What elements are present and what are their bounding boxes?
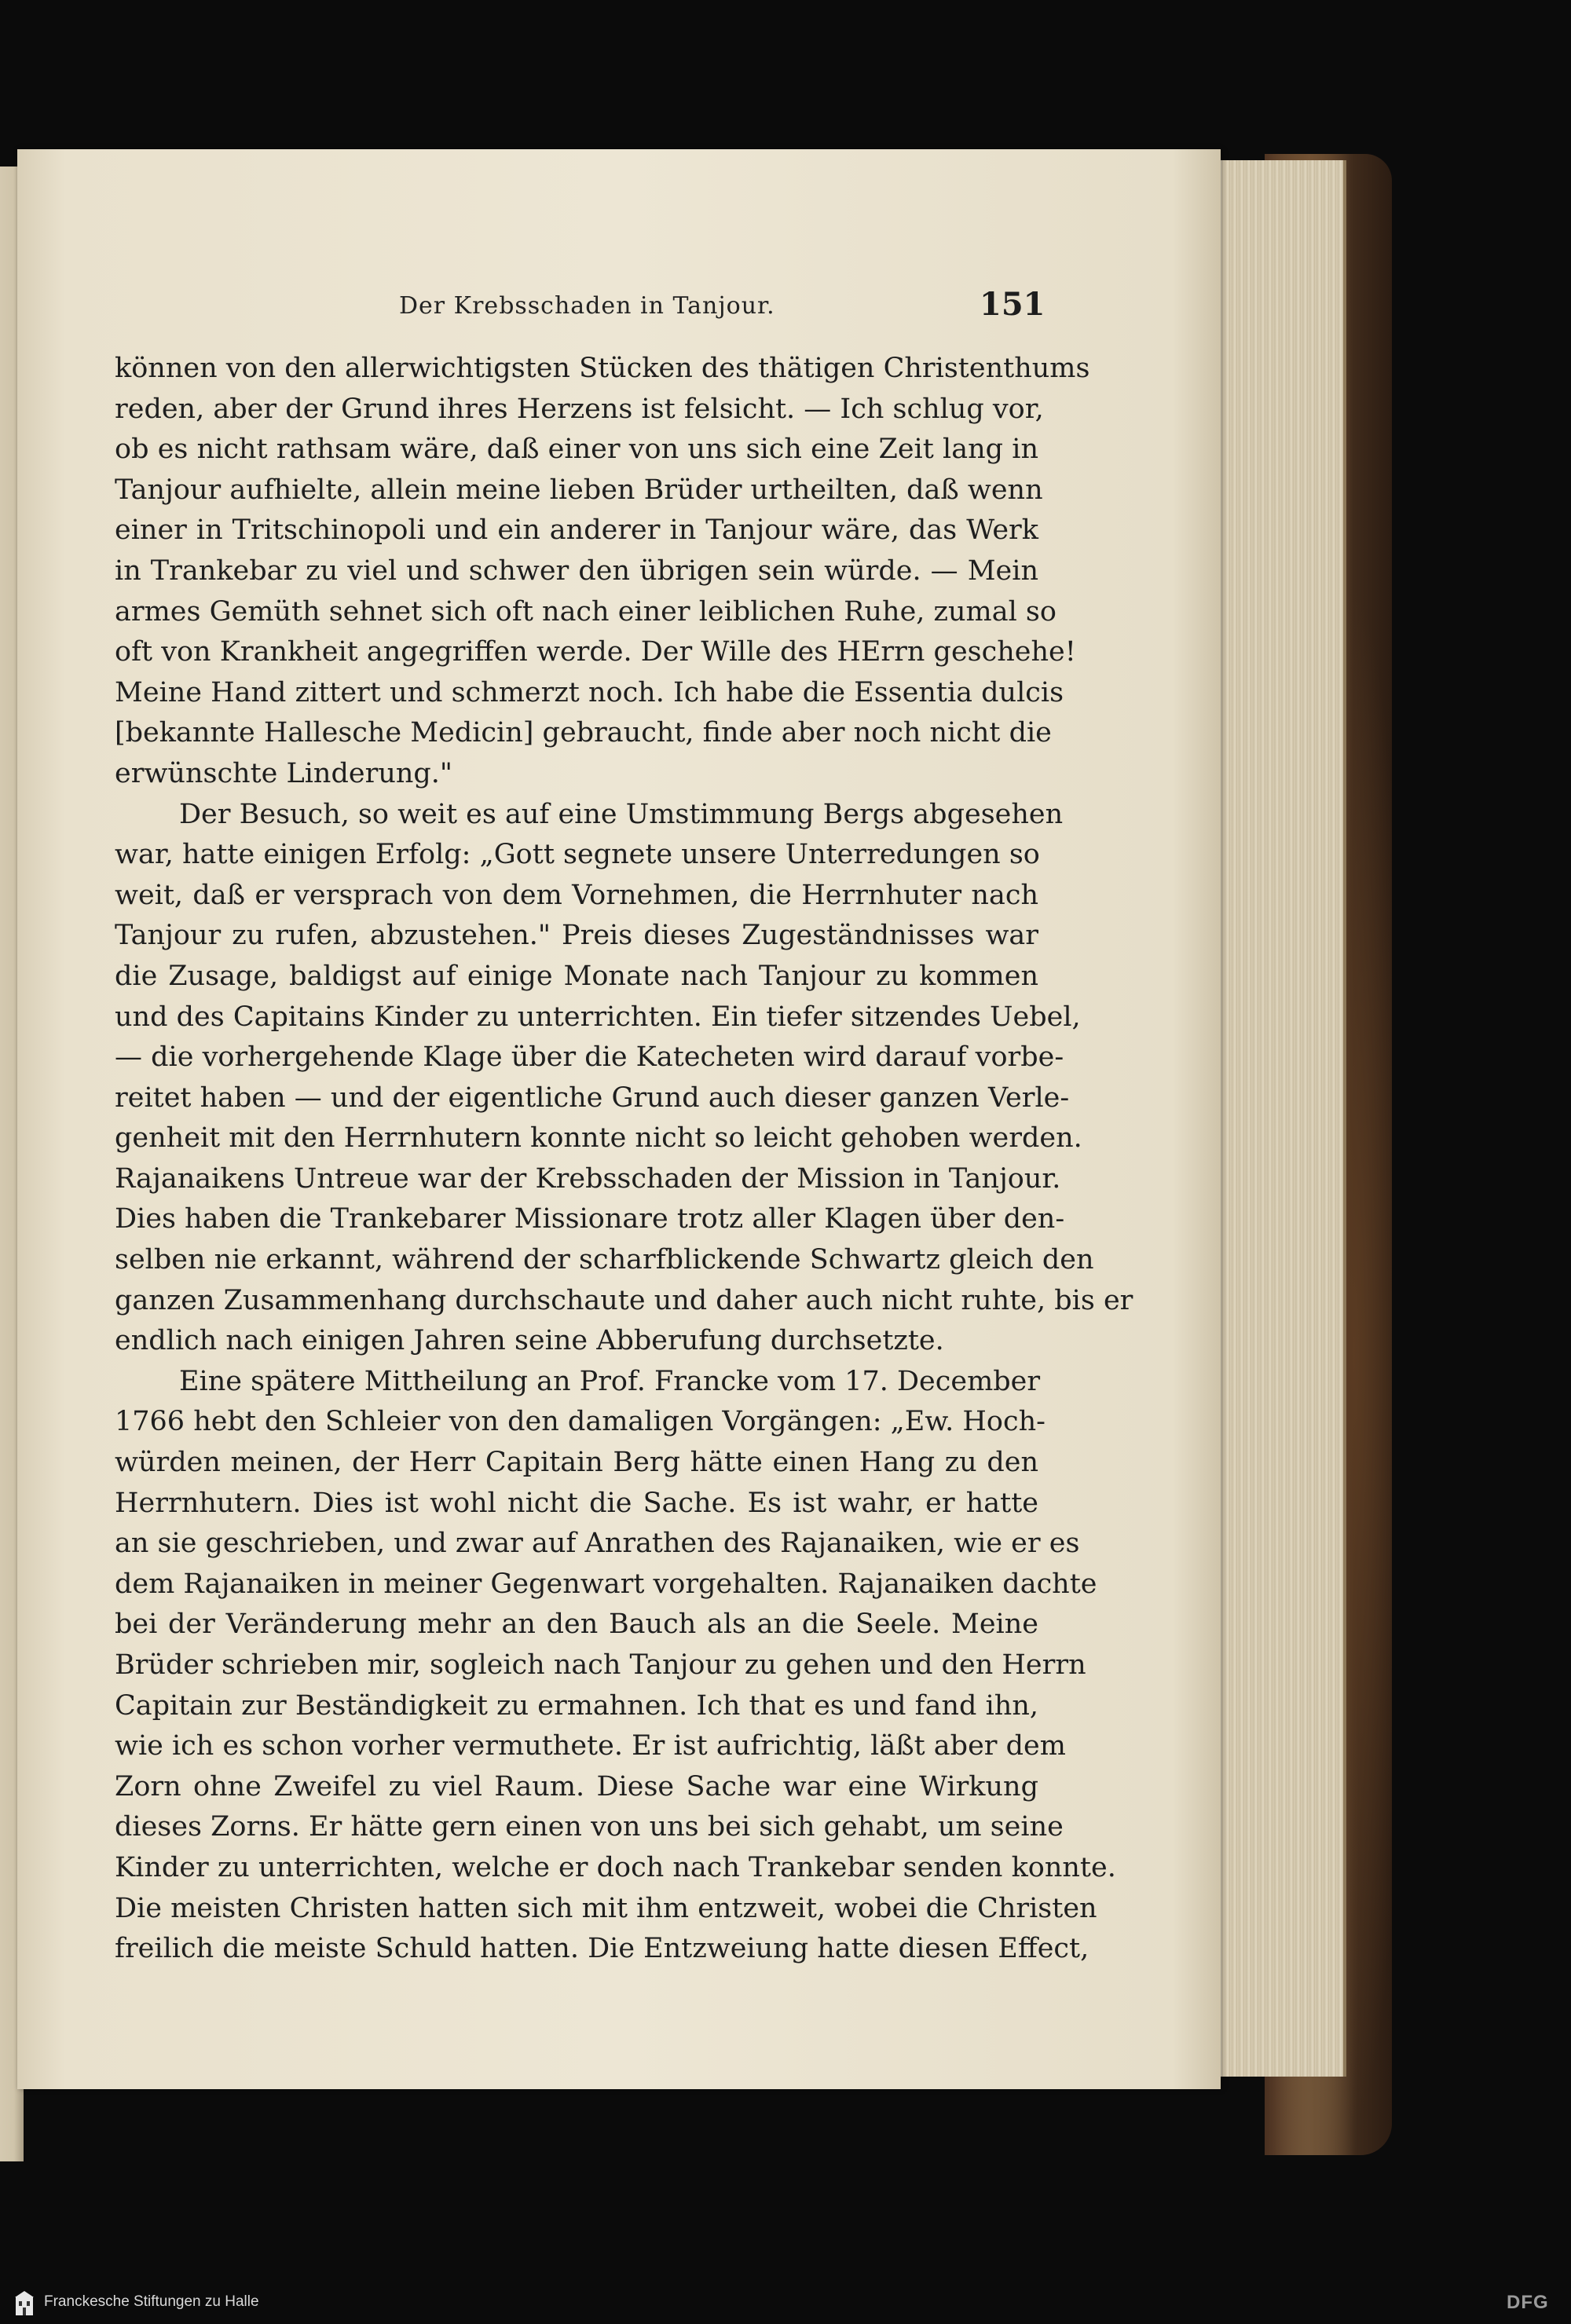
institution-name: Franckesche Stiftungen zu Halle (44, 2293, 259, 2310)
text-line: genheit mit den Herrnhutern konnte nicht so leicht gehoben werden. (115, 1122, 1082, 1155)
text-line: Meine Hand zittert und schmerzt noch. Ich habe die Essentia dulcis (115, 676, 1064, 708)
text-line: Brüder schrieben mir, sogleich nach Tanjour zu gehen und den Herrn (115, 1649, 1086, 1681)
text-line: endlich nach einigen Jahren seine Abberufung durchsetzte. (115, 1325, 944, 1357)
text-line: Die meisten Christen hatten sich mit ihm entzweit, wobei die Christen (115, 1892, 1097, 1924)
text-line: Tanjour aufhielte, allein meine lieben Brüder urtheilten, daß wenn (115, 474, 1043, 506)
text-line: — die vorhergehende Klage über die Katecheten wird darauf vorbe- (115, 1041, 1064, 1074)
text-line: dieses Zorns. Er hätte gern einen von uns bei sich gehabt, um seine (115, 1811, 1064, 1843)
text-line: Rajanaikens Untreue war der Krebsschaden der Mission in Tanjour. (115, 1162, 1061, 1195)
running-head: Der Krebsschaden in Tanjour. (399, 292, 775, 320)
page-number: 151 (980, 286, 1046, 323)
text-line: in Trankebar zu viel und schwer den übrigen sein würde. — Mein (115, 554, 1038, 587)
text-line: armes Gemüth sehnet sich oft nach einer leiblichen Ruhe, zumal so (115, 595, 1056, 628)
text-line: erwünschte Linderung." (115, 757, 453, 789)
body-text (115, 349, 1133, 1970)
text-line: dem Rajanaiken in meiner Gegenwart vorgehalten. Rajanaiken dachte (115, 1568, 1097, 1600)
text-line: würden meinen, der Herr Capitain Berg hätte einen Hang zu den (115, 1447, 1038, 1479)
text-line: an sie geschrieben, und zwar auf Anrathen des Rajanaiken, wie er es (115, 1528, 1080, 1560)
text-line: freilich die meiste Schuld hatten. Die Entzweiung hatte diesen Effect, (115, 1933, 1089, 1965)
text-line: wie ich es schon vorher vermuthete. Er ist aufrichtig, läßt aber dem (115, 1730, 1066, 1762)
text-line: Eine spätere Mittheilung an Prof. Francke vom 17. December (179, 1365, 1041, 1397)
text-line: ganzen Zusammenhang durchschaute und daher auch nicht ruhte, bis er (115, 1284, 1133, 1316)
text-line: Der Besuch, so weit es auf eine Umstimmung Bergs abgesehen (179, 798, 1064, 830)
text-line: bei der Veränderung mehr an den Bauch als an die Seele. Meine (115, 1609, 1038, 1641)
page-block-edge (1202, 160, 1346, 2077)
text-line: war, hatte einigen Erfolg: „Gott segnete unsere Unterredungen so (115, 839, 1040, 871)
text-line: ob es nicht rathsam wäre, daß einer von uns sich eine Zeit lang in (115, 434, 1038, 466)
text-line: und des Capitains Kinder zu unterrichten. Ein tiefer sitzendes Uebel, (115, 1001, 1081, 1033)
text-line: selben nie erkannt, während der scharfblickende Schwartz gleich den (115, 1244, 1094, 1276)
text-line: Tanjour zu rufen, abzustehen." Preis dieses Zugeständnisses war (115, 920, 1038, 952)
text-line: die Zusage, baldigst auf einige Monate nach Tanjour zu kommen (115, 960, 1038, 992)
text-line: weit, daß er versprach von dem Vornehmen, die Herrnhuter nach (115, 879, 1038, 911)
dfg-logo: DFG (1507, 2292, 1549, 2313)
footer-bar (0, 2282, 1571, 2324)
text-line: Dies haben die Trankebarer Missionare trotz aller Klagen über den- (115, 1203, 1065, 1235)
text-line: Zorn ohne Zweifel zu viel Raum. Diese Sache war eine Wirkung (115, 1770, 1038, 1802)
text-line: reden, aber der Grund ihres Herzens ist felsicht. — Ich schlug vor, (115, 393, 1044, 425)
text-line: Capitain zur Beständigkeit zu ermahnen. Ich that es und fand ihn, (115, 1689, 1038, 1722)
text-line: reitet haben — und der eigentliche Grund auch dieser ganzen Verle- (115, 1081, 1070, 1114)
francke-foundation-logo-icon (14, 2290, 35, 2317)
text-line: Kinder zu unterrichten, welche er doch nach Trankebar senden konnte. (115, 1851, 1116, 1883)
text-line: 1766 hebt den Schleier von den damaligen Vorgängen: „Ew. Hoch- (115, 1406, 1046, 1438)
text-line: können von den allerwichtigsten Stücken des thätigen Christenthums (115, 353, 1090, 384)
text-line: [bekannte Hallesche Medicin] gebraucht, finde aber noch nicht die (115, 717, 1052, 749)
text-line: Herrnhutern. Dies ist wohl nicht die Sache. Es ist wahr, er hatte (115, 1487, 1038, 1519)
text-line: einer in Tritschinopoli und ein anderer in Tanjour wäre, das Werk (115, 514, 1038, 547)
text-line: oft von Krankheit angegriffen werde. Der Wille des HErrn geschehe! (115, 636, 1076, 668)
